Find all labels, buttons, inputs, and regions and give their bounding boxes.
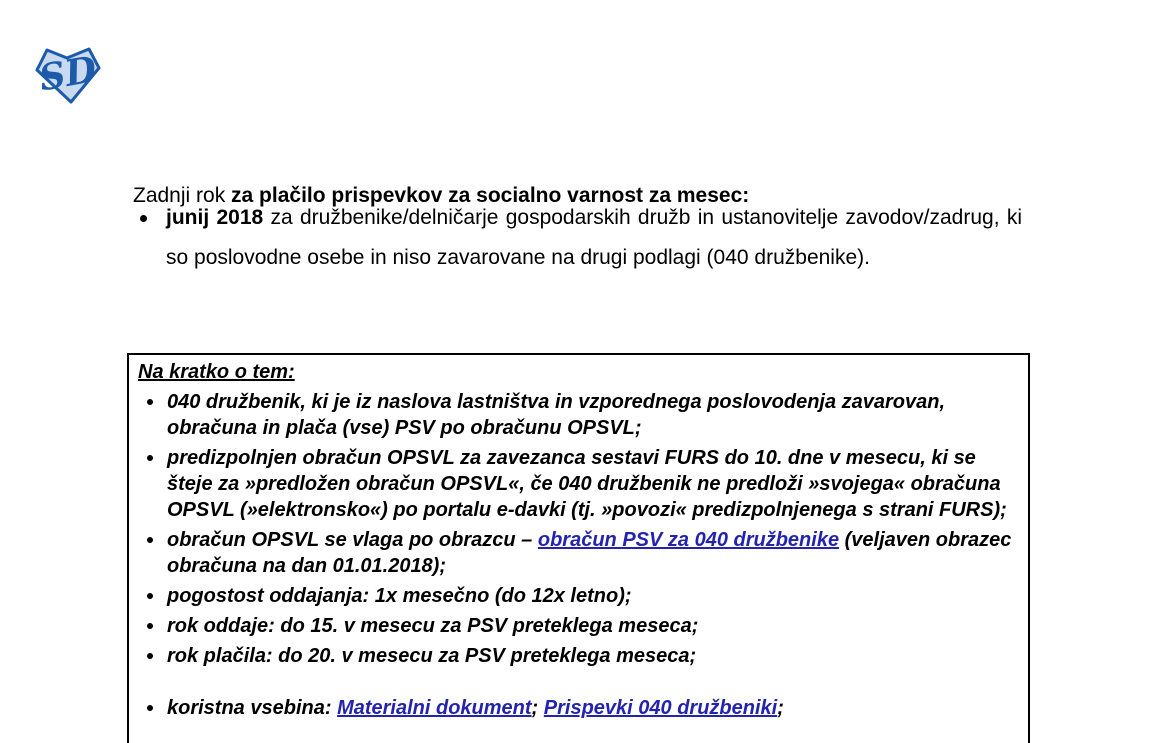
summary-box-title: Na kratko o tem: xyxy=(138,361,295,383)
bullet-icon xyxy=(147,705,153,711)
intro-text: za družbenike/delničarje gospodarskih družb in ustanovitelje zavodov/zadrug, ki so poslovodne osebe in niso zavarovane na drugi podlagi (040 družbenike). xyxy=(166,206,1022,269)
list-item xyxy=(138,613,1020,639)
bullet-icon xyxy=(147,455,153,461)
item-text: ; xyxy=(777,697,784,719)
bullet-icon xyxy=(147,653,153,659)
item-text: ; xyxy=(531,697,544,719)
bullet-icon xyxy=(140,215,147,222)
item-text: pogostost oddajanja: 1x mesečno (do 12x letno); xyxy=(167,585,632,607)
bullet-icon xyxy=(147,399,153,405)
link-materialni-dokument[interactable]: Materialni dokument xyxy=(337,697,532,719)
page-title-normal: Zadnji rok xyxy=(133,184,232,207)
list-item xyxy=(138,583,1020,609)
item-text: predizpolnjen obračun OPSVL za zavezanca sestavi FURS do 10. dne v mesecu, ki se šteje za »predložen obračun OPSVL«, če 040 družbenik ne predloži »svojega« obračuna OPSVL (»elektronsko«) po portalu e-davki (tj. »povozi« predizpolnjenega s strani FURS); xyxy=(167,447,1007,521)
link-prispevki-040-druzbeniki[interactable]: Prispevki 040 družbeniki xyxy=(543,697,778,719)
item-text: koristna vsebina: xyxy=(167,697,338,719)
page-title-bold: za plačilo prispevkov za socialno varnost za mesec: xyxy=(231,184,750,207)
intro-list-item xyxy=(133,198,1022,278)
item-text: obračun OPSVL se vlaga po obrazcu – xyxy=(167,529,538,551)
bullet-icon xyxy=(147,537,153,543)
intro-bullet-list xyxy=(133,198,1022,278)
company-logo-icon xyxy=(30,45,104,105)
list-item xyxy=(138,643,1020,669)
bullet-icon xyxy=(147,593,153,599)
list-item xyxy=(138,695,1020,721)
list-item xyxy=(138,527,1020,579)
list-item xyxy=(138,389,1020,441)
intro-month-bold: junij 2018 xyxy=(166,206,264,229)
item-text: rok oddaje: do 15. v mesecu za PSV preteklega meseca; xyxy=(167,615,699,637)
logo-letters: SD xyxy=(35,48,100,100)
bullet-icon xyxy=(147,623,153,629)
summary-box xyxy=(127,353,1030,743)
item-text: (veljaven obrazec obračuna na dan 01.01.2018); xyxy=(167,529,1012,577)
summary-list xyxy=(138,389,1020,721)
item-text: rok plačila: do 20. v mesecu za PSV preteklega meseca; xyxy=(167,645,697,667)
list-item xyxy=(138,445,1020,523)
link-obracun-psv-040[interactable]: obračun PSV za 040 družbenike xyxy=(537,529,840,551)
item-text: 040 družbenik, ki je iz naslova lastništva in vzporednega poslovodenja zavarovan, obračuna in plača (vse) PSV po obračunu OPSVL; xyxy=(167,391,946,439)
